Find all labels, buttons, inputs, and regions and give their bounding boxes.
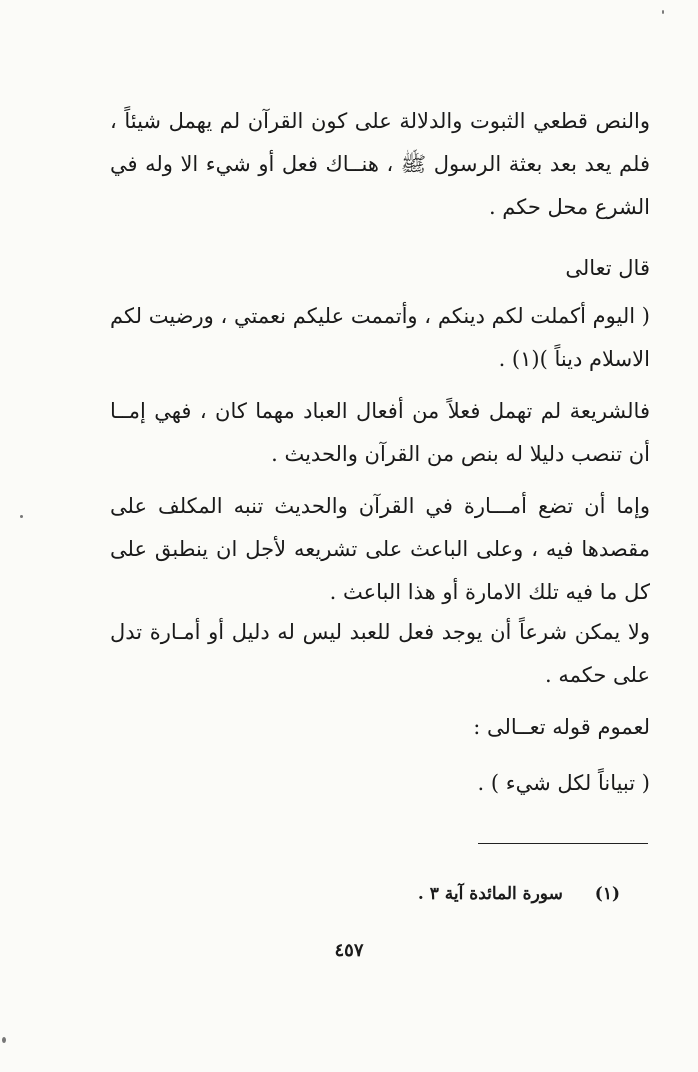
footnote-divider: [478, 843, 648, 844]
quran-quote-tibyanan: ( تبياناً لكل شيء ) .: [477, 771, 650, 795]
quran-quote-al-yawm: ( اليوم أكملت لكم دينكم ، وأتممت عليكم نعمتي ، ورضيت لكم الاسلام ديناً )(١) .: [110, 304, 650, 371]
paragraph-li-umum: لعموم قوله تعــالى :: [473, 715, 650, 739]
paragraph-la-yumkin: ولا يمكن شرعاً أن يوجد فعل للعبد ليس له دليل أو أمـارة تدل على حكمه .: [110, 620, 650, 687]
paragraph-qala-taala: قال تعالى: [565, 256, 650, 280]
scan-speck: [20, 515, 23, 518]
footnote: [418, 884, 620, 904]
footnote-number: (١): [594, 884, 620, 904]
footnote-text: سورة المائدة آية ٣ .: [417, 884, 563, 904]
scan-speck: [662, 10, 664, 14]
paragraph-amara: وإما أن تضع أمـــارة في القرآن والحديث تنبه المكلف على مقصدها فيه ، وعلى الباعث على تشريعه لأجل ان ينطبق على كل ما فيه تلك الامارة أو هذا الباعث .: [110, 494, 650, 604]
paragraph-shariah: فالشريعة لم تهمل فعلاً من أفعال العباد مهما كان ، فهي إمــا أن تنصب دليلا له بنص من القرآن والحديث .: [110, 399, 650, 466]
paragraph-nass-qati: والنص قطعي الثبوت والدلالة على كون القرآن لم يهمل شيئاً ، فلم يعد بعد بعثة الرسول ﷺ ، هنــاك فعل أو شيء الا وله في الشرع محل حكم .: [110, 109, 650, 219]
page-number: ٤٥٧: [334, 940, 364, 961]
scan-speck: [2, 1037, 6, 1043]
